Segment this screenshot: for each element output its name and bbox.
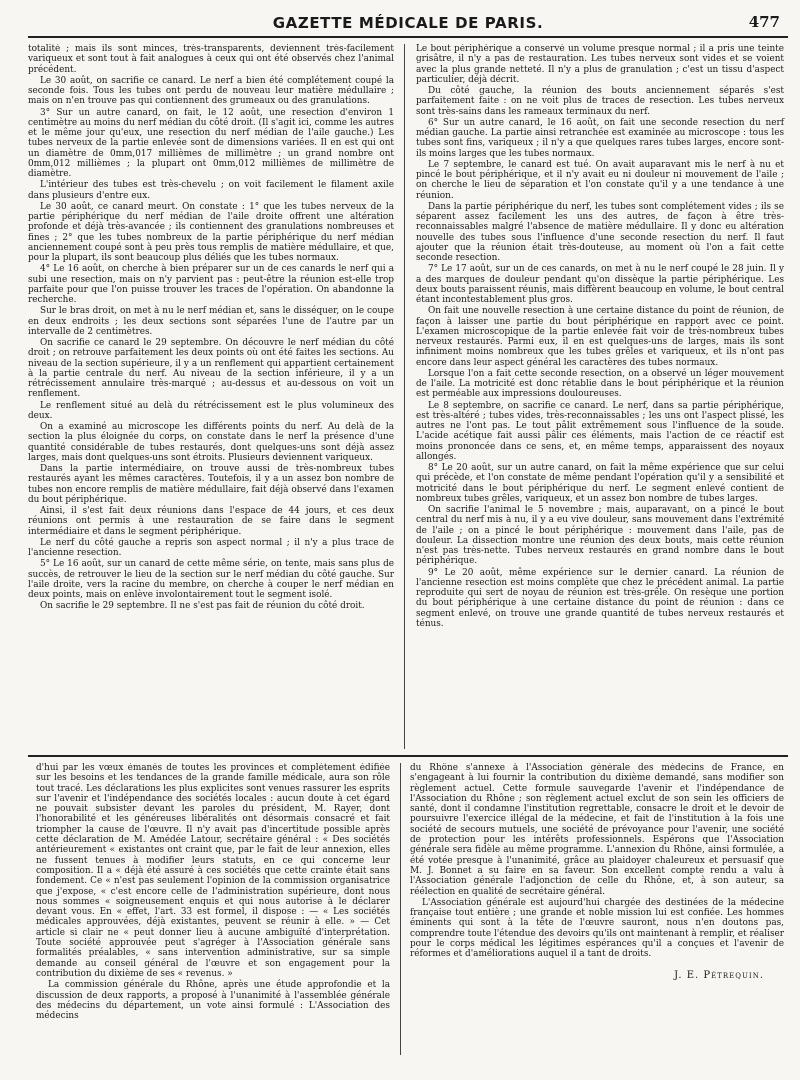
paragraph: On sacrifie l'animal le 5 novembre ; mais, auparavant, on a pincé le bout central du nerf mis à nu, il y a eu vive douleur, sans mouvement dans l'extrémité de l'aile ; on a pincé le bout périphérique : mouvement dans l'aile, pas de douleur. La dissection montre une réunion des deux bouts, mais cette réunion n'est pas très-nette. Tubes nerveux restaurés en grand nombre dans le bout périphérique. xyxy=(416,505,784,567)
paragraph: totalité ; mais ils sont minces, très-transparents, deviennent très-facilement variqueux et sont tout à fait analogues à ceux qui ont été observés chez l'animal précédent. xyxy=(28,44,394,75)
paragraph: Le 7 septembre, le canard est tué. On avait auparavant mis le nerf à nu et pincé le bout périphérique, et il n'y avait eu ni douleur ni mouvement de l'aile ; on cherche le lieu de séparation et l'on constate qu'il y a une tendance à une réunion. xyxy=(416,159,784,201)
paragraph: Le 30 août, on sacrifie ce canard. Le nerf a bien été complétement coupé la seconde fois. Tous les tubes ont perdu de nouveau leur matière médullaire ; mais on n'en trouve pas qui contiennent des grumeaux ou des granulations. xyxy=(28,75,394,107)
paragraph: On fait une nouvelle resection à une certaine distance du point de réunion, de façon à laisser une partie du bout périphérique en rapport avec ce point. L'examen microscopique de la partie enlevée fait voir de très-nombreux tubes nerveux restaurés. Parmi eux, il en est quelques-uns de larges, mais ils sont infiniment moins nombreux que les tubes grêles et variqueux, et ils n'ont pas encore dans leur aspect général les caractères des tubes normaux. xyxy=(416,306,784,368)
column-rule xyxy=(400,763,401,1055)
paragraph: Le renflement situé au delà du rétrécissement est le plus volumineux des deux. xyxy=(28,400,394,421)
paragraph: On sacrifie ce canard le 29 septembre. On découvre le nerf médian du côté droit ; on retrouve parfaitement les deux points où ont été faites les sections. Au niveau de la section supérieure, il y a un renflement qui appartient certainement à la partie centrale du nerf. Au niveau de la section inférieure, il y a un rétrécissement annulaire très-marqué ; au-dessus et au-dessous on voit un renflement. xyxy=(28,338,394,400)
paragraph: On sacrifie le 29 septembre. Il ne s'est pas fait de réunion du côté droit. xyxy=(40,601,365,612)
paragraph: Le 30 août, ce canard meurt. On constate : 1° que les tubes nerveux de la partie périphérique du nerf médian de l'aile droite offrent une altération profonde et déjà très-avancée ; ils contiennent des granulations nombreuses et fines ; 2° que les tubes nombreux de la partie périphérique du nerf médian anciennement coupé sont à peu près tous remplis de matière médullaire, et que, pour la plupart, ils sont beaucoup plus déliés que les tubes normaux. xyxy=(28,201,394,263)
paragraph: Dans la partie intermédiaire, on trouve aussi de très-nombreux tubes restaurés ayant les mêmes caractères. Toutefois, il y a un assez bon nombre de tubes non encore remplis de matière médullaire, fait déjà observé dans l'examen du bout périphérique. xyxy=(28,464,394,505)
section-rule xyxy=(28,755,788,757)
running-head xyxy=(28,8,788,38)
paragraph: On a examiné au microscope les différents points du nerf. Au delà de la section la plus éloignée du corps, on constate dans le nerf la présence d'une quantité considérable de tubes restaurés, dont quelques-uns sont déjà assez larges, mais dont quelques-uns sont étroits. Plusieurs deviennent variqueux. xyxy=(28,422,394,463)
author-signature: J. E. Pétrequin. xyxy=(674,969,764,981)
paragraph: d'hui par les vœux émanés de toutes les provinces et complétement édifiée sur les besoins et les tendances de la grande famille médicale, aura son rôle tout tracé. Les déclarations les plus explicites sont venues rassurer les esprits sur l'avenir et l'indépendance des sociétés locales : aucun doute à cet égard ne pouvait subsister devant les paroles du président, M. Rayer, dont l'honorabilité et les généreuses libéralités ont désormais consacré et fait triompher la cause de l'œuvre. Il n'y avait pas d'incertitude possible après cette déclaration de M. Amédée Latour, secrétaire général : « Des sociétés antérieurement « existantes ont craint que, par le fait de leur annexion, elles ne fussent tenues à modifier leurs statuts, en ce qui concerne leur composition. Il a « déjà été assuré à ces sociétés que cette crainte était sans fondement. Ce « n'est pas seulement l'opinion de la commission organisatrice que j'expose, « c'est encore celle de l'administration supérieure, dont nous nous sommes « soigneusement enquis et qui nous autorise à le déclarer devant vous. En « effet, l'art. 33 est formel, il dispose : — « Les sociétés médicales approuvées, déjà existantes, peuvent se réunir à elle. » — Cet article si clair ne « peut donner lieu à aucune ambiguïté d'interprétation. Toute société approuvée peut s'agréger à l'Association générale sans formalités préalables, « sans intervention administrative, sur sa simple demande au conseil général de l'œuvre et son engagement pour la contribution du dixième de ses « revenus. » xyxy=(36,763,390,979)
paragraph: 3° Sur un autre canard, on fait, le 12 août, une resection d'environ 1 centimètre au moins du nerf médian du côté droit. (Il s'agit ici, comme les autres et le même jour qu'eux, une resection du nerf médian de l'aile gauche.) Les tubes nerveux de la partie enlevée sont de dimensions variées. Il en est qui ont un diamètre de 0mm,017 millièmes de millimètre ; un grand nombre ont 0mm,012 millièmes ; la plupart ont 0mm,012 millièmes de millimètre de diamètre. xyxy=(28,107,394,179)
paragraph: Ainsi, il s'est fait deux réunions dans l'espace de 44 jours, et ces deux réunions ont permis à une restauration de se faire dans le segment intermédiaire et dans le segment périphérique. xyxy=(28,506,394,537)
paragraph: Du côté gauche, la réunion des bouts anciennement séparés s'est parfaitement faite : on ne voit plus de traces de resection. Les tubes nerveux sont très-sains dans les rameaux terminaux du nerf. xyxy=(416,86,784,117)
masthead: GAZETTE MÉDICALE DE PARIS. xyxy=(272,14,544,32)
paragraph: Dans la partie périphérique du nerf, les tubes sont complétement vides ; ils se séparent assez facilement les uns des autres, de façon à être très-reconnaissables malgré l'absence de matière médullaire. Il y donc eu altération nouvelle des tubes sous l'influence d'une seconde resection du nerf. Il faut ajouter que la réunion était très-douteuse, au moment où l'on a fait cette seconde resection. xyxy=(416,201,784,263)
paragraph: L'intérieur des tubes est très-chevelu ; on voit facilement le filament axile dans plusieurs d'entre eux. xyxy=(28,180,394,201)
lower-left-column xyxy=(36,763,390,1022)
paragraph: Le bout périphérique a conservé un volume presque normal ; il a pris une teinte grisâtre, il n'y a pas de restauration. Les tubes nerveux sont vides et se voient avec la plus grande netteté. Il n'y a plus de granulation ; c'est un tissu d'aspect particulier, déjà décrit. xyxy=(416,44,784,85)
paragraph: Lorsque l'on a fait cette seconde resection, on a observé un léger mouvement de l'aile. La motricité est donc rétablie dans le bout périphérique et la réunion est perméable aux impressions douloureuses. xyxy=(416,368,784,400)
lower-right-column xyxy=(410,763,784,981)
paragraph: Le 8 septembre, on sacrifie ce canard. Le nerf, dans sa partie périphérique, est très-altéré ; tubes vides, très-reconnaissables ; les uns ont l'aspect plissé, les autres ne l'ont pas. Le tout pâlit extrêmement sous l'influence de la soude. L'acide acétique fait aussi pâlir ces éléments, mais l'action de ce réactif est moins prononcée dans ce sens, et, en même temps, apparaissent des noyaux allongés. xyxy=(416,400,784,462)
upper-right-column xyxy=(416,44,784,630)
paragraph: La commission générale du Rhône, après une étude approfondie et la discussion de deux rapports, a proposé à l'unanimité à l'assemblée générale des médecins du département, un vote ainsi formulé : L'Association des médecins xyxy=(36,980,390,1022)
paragraph: 4° Le 16 août, on cherche à bien préparer sur un de ces canards le nerf qui a subi une resection, mais on n'y parvient pas : peut-être la réunion est-elle trop parfaite pour que l'on puisse trouver les traces de l'opération. On abandonne la recherche. xyxy=(28,264,394,305)
paragraph: 5° Le 16 août, sur un canard de cette même série, on tente, mais sans plus de succès, de retrouver le lieu de la section sur le nerf médian du côté gauche. Sur l'aile droite, vers la racine du membre, on cherche à couper le nerf médian en deux points, mais on enlève involontairement tout le segment isolé. xyxy=(28,559,394,600)
paragraph: 9° Le 20 août, même expérience sur le dernier canard. La réunion de l'ancienne resection est moins complète que chez le précédent animal. La partie reproduite qui sert de noyau de réunion est très-grêle. On resèque une portion du bout périphérique à une certaine distance du point de réunion : dans ce segment enlevé, on trouve une grande quantité de tubes nerveux restaurés et ténus. xyxy=(416,567,784,629)
paragraph: 6° Sur un autre canard, le 16 août, on fait une seconde resection du nerf médian gauche. La partie ainsi retranchée est examinée au microscope : tous les tubes sont fins, variqueux ; il n'y a que quelques rares tubes larges, encore sont-ils moins larges que les tubes normaux. xyxy=(416,117,784,159)
column-rule xyxy=(404,44,405,749)
paragraph: du Rhône s'annexe à l'Association générale des médecins de France, en s'engageant à lui fournir la contribution du dixième demandé, sans modifier son règlement actuel. Cette formule sauvegarde l'avenir et l'indépendance de l'Association du Rhône ; son règlement actuel exclut de son sein les officiers de santé, dont il condamne l'institution regrettable, consacre le droit et le devoir de poursuivre l'exercice illégal de la médecine, et fait de l'institution à la fois une société de secours mutuels, une société de prévoyance pour l'avenir, une société de protection pour les intérêts professionnels. Espérons que l'Association générale sera fidèle au même programme. L'annexion du Rhône, ainsi formulée, a été votée presque à l'unanimité, grâce au plaidoyer chaleureux et persuasif que M. J. Bonnet a su faire en sa faveur. Son excellent compte rendu a valu à l'Association générale l'adjonction de celle du Rhône, et, à son auteur, sa réélection en qualité de secrétaire général. xyxy=(410,763,784,897)
newspaper-page xyxy=(0,8,800,1080)
upper-section xyxy=(28,44,788,749)
lower-section xyxy=(28,763,788,1055)
upper-left-column xyxy=(28,44,394,613)
paragraph: Le nerf du côté gauche a repris son aspect normal ; il n'y a plus trace de l'ancienne resection. xyxy=(28,537,394,558)
paragraph: 8° Le 20 août, sur un autre canard, on fait la même expérience que sur celui qui précède, et l'on constate de même pendant l'opération qu'il y a sensibilité et motricité dans le bout périphérique du nerf. Le segment enlevé contient de nombreux tubes grêles, variqueux, et un assez bon nombre de tubes larges. xyxy=(416,463,784,504)
paragraph: L'Association générale est aujourd'hui chargée des destinées de la médecine française tout entière ; une grande et noble mission lui est confiée. Les hommes éminents qui sont à la tête de l'œuvre sauront, nous n'en doutons pas, comprendre toute l'étendue des devoirs qu'ils ont maintenant à remplir, et réaliser pour le corps médical les légitimes espérances qu'il a conçues et l'avenir de réformes et d'améliorations auquel il a tant de droits. xyxy=(410,897,784,960)
paragraph: Sur le bras droit, on met à nu le nerf médian et, sans le disséquer, on le coupe en deux endroits ; les deux sections sont séparées l'une de l'autre par un intervalle de 2 centimètres. xyxy=(28,306,394,337)
paragraph: 7° Le 17 août, sur un de ces canards, on met à nu le nerf coupé le 28 juin. Il y a des marques de douleur pendant qu'on dissèque la partie périphérique. Les deux bouts paraissent réunis, mais diffèrent beaucoup en volume, le bout central étant incontestablement plus gros. xyxy=(416,264,784,305)
page-number: 477 xyxy=(748,13,780,31)
